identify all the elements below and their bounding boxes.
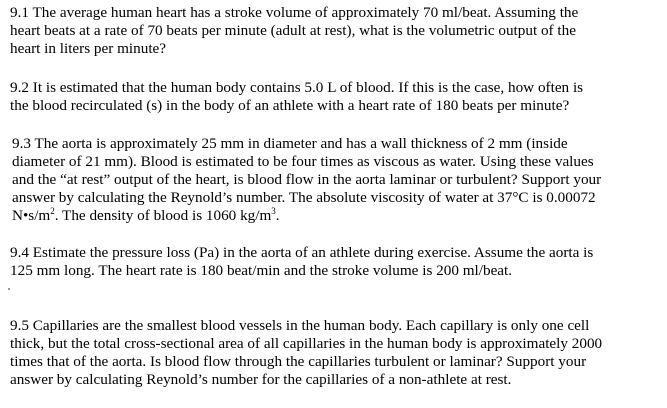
question-9-2-line-2: the blood recirculated (s) in the body of an athlete with a heart rate of 180 beats per minute? (10, 97, 570, 114)
question-9-1-line-2: heart beats at a rate of 70 beats per minute (adult at rest), what is the volumetric output of the (10, 22, 576, 39)
sentence-end-period: . (275, 207, 280, 224)
question-9-1-line-1: 9.1 The average human heart has a stroke volume of approximately 70 ml/beat. Assuming the (10, 4, 579, 21)
question-9-5-line-2: thick, but the total cross-sectional area of all capillaries in the human body is approximately 2000 (10, 335, 603, 352)
question-9-3-line-2: diameter of 21 mm). Blood is estimated to be four times as viscous as water. Using these values (12, 153, 594, 170)
question-9-3-line-4: answer by calculating the Reynold’s number. The absolute viscosity of water at 37°C is 0.00072 (12, 189, 596, 206)
density-text: . The density of blood is 1060 kg/m (54, 207, 272, 224)
question-9-4-line-2: 125 mm long. The heart rate is 180 beat/min and the stroke volume is 200 ml/beat. (10, 262, 513, 279)
question-9-5-line-1: 9.5 Capillaries are the smallest blood vessels in the human body. Each capillary is only one cell (10, 317, 590, 334)
question-9-1-line-3: heart in liters per minute? (10, 40, 167, 57)
question-9-5-line-4: answer by calculating Reynold’s number for the capillaries of a non-athlete at rest. (10, 371, 512, 388)
stray-mark (8, 288, 10, 290)
question-9-2 (10, 79, 660, 115)
question-9-2-line-1: 9.2 It is estimated that the human body contains 5.0 L of blood. If this is the case, how often is (10, 79, 584, 96)
question-9-3 (12, 135, 662, 225)
viscosity-unit-text: N•s/m (12, 207, 51, 224)
question-9-3-line-1: 9.3 The aorta is approximately 25 mm in diameter and has a wall thickness of 2 mm (inside (12, 135, 568, 152)
question-9-5 (10, 317, 660, 389)
question-9-4 (10, 244, 660, 280)
question-9-5-line-3: times that of the aorta. Is blood flow through the capillaries turbulent or laminar? Support your (10, 353, 587, 370)
viscosity-unit-exponent: 2 (50, 206, 55, 216)
question-9-3-line-3: and the “at rest” output of the heart, is blood flow in the aorta laminar or turbulent? Support your (12, 171, 602, 188)
question-9-1 (10, 4, 660, 58)
density-unit-exponent: 3 (271, 206, 276, 216)
question-9-4-line-1: 9.4 Estimate the pressure loss (Pa) in the aorta of an athlete during exercise. Assume the aorta is (10, 244, 594, 261)
question-9-3-line-5 (12, 207, 662, 225)
